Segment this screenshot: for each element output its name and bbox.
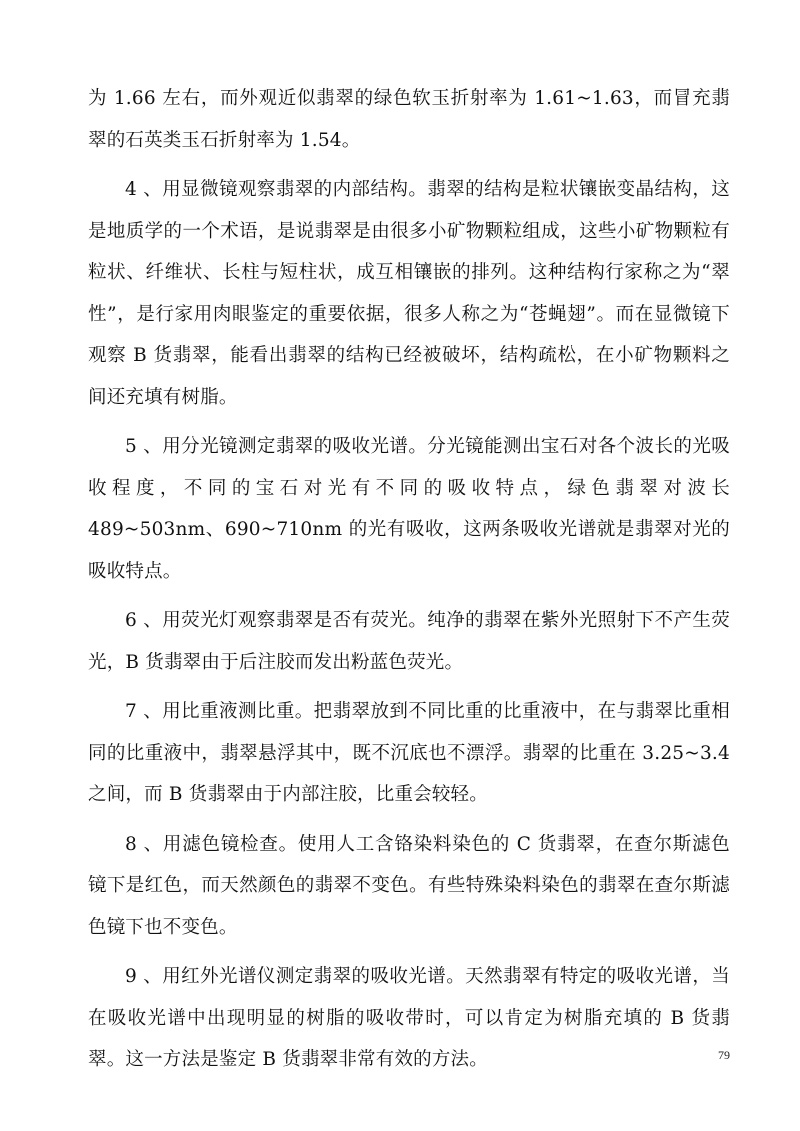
paragraph-item-7: 7 、用比重液测比重。把翡翠放到不同比重的比重液中，在与翡翠比重相同的比重液中，翡翠悬浮其中，既不沉底也不漂浮。翡翠的比重在 3.25~3.4 之间，而 B 货翡翠由于内部注胶，比重会较轻。 bbox=[88, 701, 730, 805]
body-text bbox=[88, 78, 730, 1089]
paragraph-item-5: 5 、用分光镜测定翡翠的吸收光谱。分光镜能测出宝石对各个波长的光吸收程度，不同的宝石对光有不同的吸收特点，绿色翡翠对波长 489~503nm、690~710nm 的光有吸收，这两条吸收光谱就是翡翠对光的吸收特点。 bbox=[88, 436, 730, 582]
paragraph-continuation: 为 1.66 左右，而外观近似翡翠的绿色软玉折射率为 1.61~1.63，而冒充翡翠的石英类玉石折射率为 1.54。 bbox=[88, 88, 730, 151]
page-number: 79 bbox=[718, 1048, 730, 1062]
paragraph-item-4: 4 、用显微镜观察翡翠的内部结构。翡翠的结构是粒状镶嵌变晶结构，这是地质学的一个术语，是说翡翠是由很多小矿物颗粒组成，这些小矿物颗粒有粒状、纤维状、长柱与短柱状，成互相镶嵌的排列。这种结构行家称之为“翠性”，是行家用肉眼鉴定的重要依据，很多人称之为“苍蝇翅”。而在显微镜下观察 B 货翡翠，能看出翡翠的结构已经被破坏，结构疏松，在小矿物颗料之间还充填有树脂。 bbox=[88, 179, 730, 408]
paragraph-item-6: 6 、用荧光灯观察翡翠是否有荧光。纯净的翡翠在紫外光照射下不产生荧光，B 货翡翠由于后注胶而发出粉蓝色荧光。 bbox=[88, 610, 730, 673]
paragraph-item-9: 9 、用红外光谱仪测定翡翠的吸收光谱。天然翡翠有特定的吸收光谱，当在吸收光谱中出现明显的树脂的吸收带时，可以肯定为树脂充填的 B 货翡翠。这一方法是鉴定 B 货翡翠非常有效的方法。 bbox=[88, 966, 730, 1070]
paragraph-item-8: 8 、用滤色镜检查。使用人工含铬染料染色的 C 货翡翠，在查尔斯滤色镜下是红色，而天然颜色的翡翠不变色。有些特殊染料染色的翡翠在查尔斯滤色镜下也不变色。 bbox=[88, 833, 730, 938]
